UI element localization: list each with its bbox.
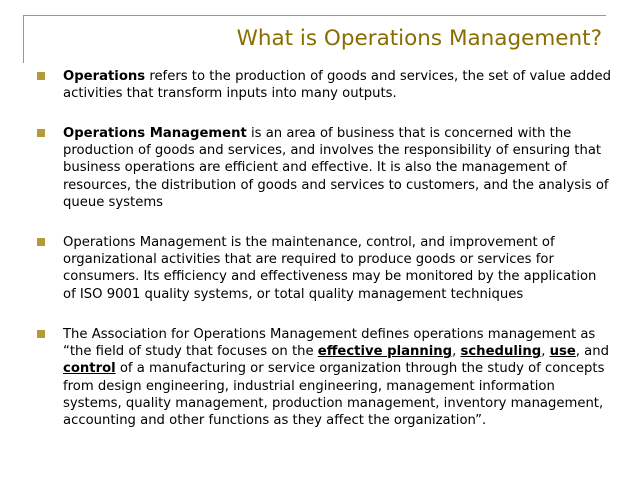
title-frame-top-line: [23, 15, 606, 16]
bullet-1-body: refers to the production of goods and services, the set of value added activities that transform inputs into many outputs.: [63, 69, 612, 102]
slide-title: What is Operations Management?: [236, 26, 602, 51]
separator-1: ,: [452, 344, 461, 360]
bullet-2-body: is an area of business that is concerned with the production of goods and services, and involves the responsibility of ensuring that business operations are efficient and effective. It is also the management of resources, the distribution of goods and services to customers, and the analysis of queue systems: [63, 126, 609, 210]
term-operations: Operations: [63, 69, 146, 84]
term-scheduling: scheduling: [460, 344, 542, 360]
title-frame-left-line: [23, 15, 24, 63]
separator-2: ,: [541, 344, 550, 360]
separator-3: , and: [575, 344, 609, 360]
square-bullet-icon: [37, 238, 45, 246]
term-use: use: [549, 344, 576, 360]
square-bullet-icon: [37, 330, 45, 338]
bullet-4-part-2: of a manufacturing or service organization through the study of concepts from design engineering, industrial engineering, management information systems, quality management, production management, inventory management, accounting and other functions as they affect the organization”.: [63, 361, 605, 429]
term-operations-management: Operations Management: [63, 126, 247, 141]
bullet-text-3: Operations Management is the maintenance, control, and improvement of organizational activities that are required to produce goods or services for consumers. Its efficiency and effectiveness may be monitored by the application of ISO 9001 quality systems, or total quality management techniques: [63, 235, 597, 302]
bullet-text-2: [63, 125, 613, 211]
bullet-text-4: [63, 326, 613, 429]
term-effective-planning: effective planning: [317, 344, 453, 360]
bullet-4-part-1: The Association for Operations Management defines operations management as “the field of study that focuses on the: [63, 327, 596, 360]
square-bullet-icon: [37, 72, 45, 80]
term-control: control: [63, 361, 116, 377]
bullet-text-1: [63, 68, 613, 102]
square-bullet-icon: [37, 129, 45, 137]
